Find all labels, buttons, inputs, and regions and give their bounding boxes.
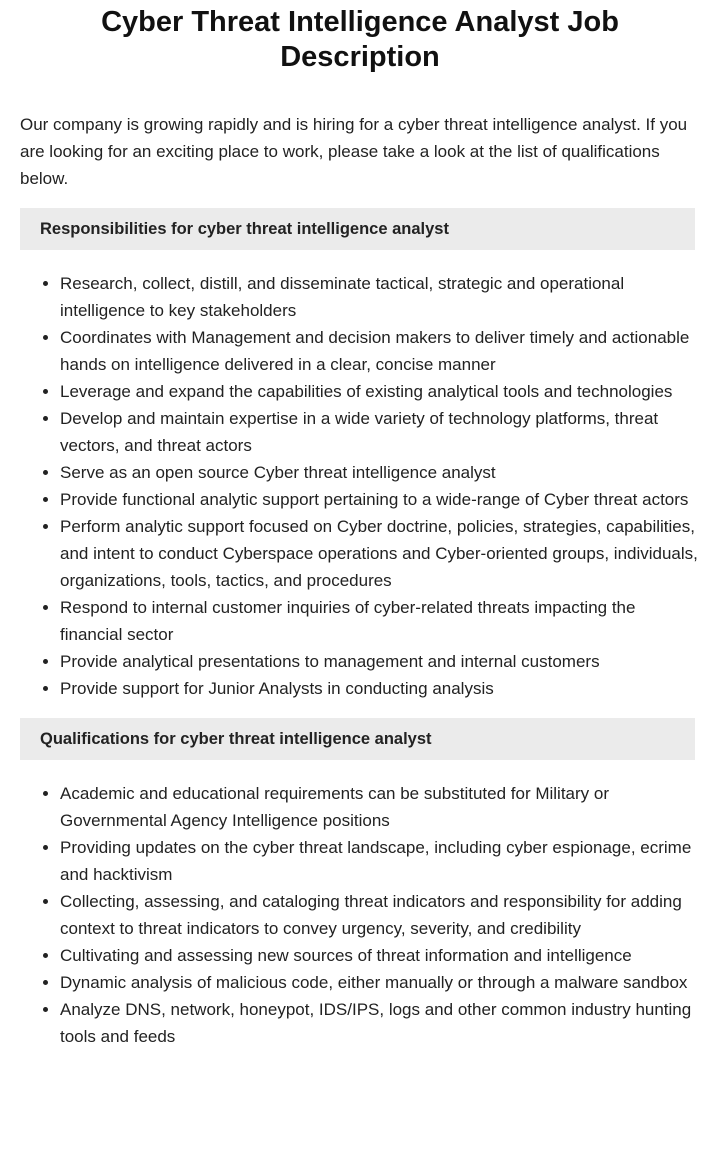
list-item: • Provide support for Junior Analysts in conducting analysis: [60, 675, 700, 702]
list-item: • Collecting, assessing, and cataloging threat indicators and responsibility for adding context to threat indicators to convey urgency, severity, and credibility: [60, 888, 700, 942]
list-item: • Leverage and expand the capabilities of existing analytical tools and technologies: [60, 378, 700, 405]
intro-paragraph: Our company is growing rapidly and is hiring for a cyber threat intelligence analyst. If you are looking for an exciting place to work, please take a look at the list of qualifications below.: [20, 115, 688, 188]
responsibilities-list: [20, 270, 700, 702]
list-item: • Analyze DNS, network, honeypot, IDS/IPS, logs and other common industry hunting tools and feeds: [60, 996, 700, 1050]
qualifications-heading: Qualifications for cyber threat intelligence analyst: [20, 718, 695, 760]
list-item: • Serve as an open source Cyber threat intelligence analyst: [60, 459, 700, 486]
list-item: • Academic and educational requirements can be substituted for Military or Governmental Agency Intelligence positions: [60, 780, 700, 834]
list-item: • Dynamic analysis of malicious code, either manually or through a malware sandbox: [60, 969, 700, 996]
list-item: • Provide analytical presentations to management and internal customers: [60, 648, 700, 675]
qualifications-list: [20, 780, 700, 1050]
list-item: • Develop and maintain expertise in a wide variety of technology platforms, threat vectors, and threat actors: [60, 405, 700, 459]
page-title: Cyber Threat Intelligence Analyst Job Description: [101, 6, 619, 73]
list-item: • Perform analytic support focused on Cyber doctrine, policies, strategies, capabilities, and intent to conduct Cyberspace operations and Cyber-oriented groups, individuals, organizations, tools, tactics, and procedures: [60, 513, 700, 594]
responsibilities-heading: Responsibilities for cyber threat intelligence analyst: [20, 208, 695, 250]
list-item: • Coordinates with Management and decision makers to deliver timely and actionable hands on intelligence delivered in a clear, concise manner: [60, 324, 700, 378]
list-item: • Research, collect, distill, and disseminate tactical, strategic and operational intelligence to key stakeholders: [60, 270, 700, 324]
list-item: • Providing updates on the cyber threat landscape, including cyber espionage, ecrime and hacktivism: [60, 834, 700, 888]
list-item: • Respond to internal customer inquiries of cyber-related threats impacting the financial sector: [60, 594, 700, 648]
list-item: • Provide functional analytic support pertaining to a wide-range of Cyber threat actors: [60, 486, 700, 513]
list-item: • Cultivating and assessing new sources of threat information and intelligence: [60, 942, 700, 969]
